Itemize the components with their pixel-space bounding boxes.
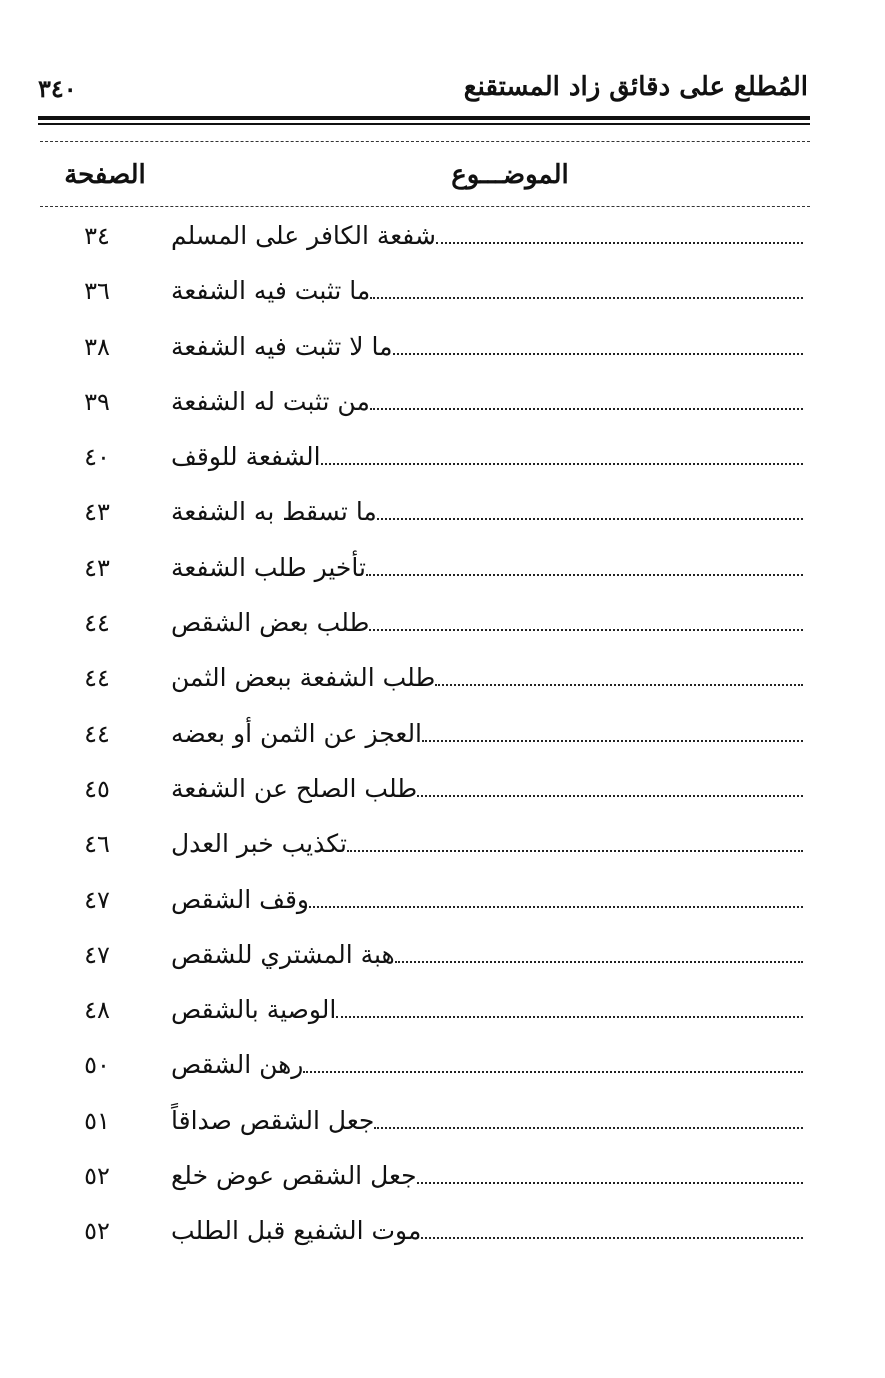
dot-leader [370,297,803,299]
toc-entry-title: طلب الشفعة ببعض الثمن [171,663,436,693]
toc-entry [163,1156,803,1196]
dot-leader [421,1237,803,1239]
toc-entry-title: ما تثبت فيه الشفعة [171,276,371,306]
page-column-header: الصفحة [64,160,146,190]
toc-entry-title: هبة المشتري للشقص [171,939,395,969]
toc-row [0,208,885,263]
toc-row [0,982,885,1037]
header-rule-thin [38,123,810,125]
toc-row [0,1093,885,1148]
toc-entry [163,769,803,809]
toc-entry-page-number: ٤٣ [84,498,110,527]
toc-row [0,927,885,982]
toc-entry [163,1045,803,1085]
toc-entry-title: موت الشفيع قبل الطلب [171,1216,422,1246]
toc-entry-page-number: ٤٤ [84,664,110,693]
toc-entry-title: شفعة الكافر على المسلم [171,221,436,250]
toc-entry-title: وقف الشقص [171,884,309,914]
toc-entry-title: رهن الشقص [171,1050,304,1080]
toc-row [0,1037,885,1092]
topic-column-header: الموضـــوع [451,160,569,190]
dot-leader [395,961,803,963]
toc-entry-title: ما تسقط به الشفعة [171,497,377,527]
toc-row [0,540,885,595]
running-header [38,72,808,114]
toc-entry-page-number: ٤٠ [84,443,110,472]
dot-leader [417,795,803,797]
toc-row [0,872,885,927]
toc-entry-page-number: ٥٢ [84,1217,110,1246]
toc-entry-page-number: ٥٠ [84,1051,110,1080]
toc-entry [163,492,803,532]
toc-entry-page-number: ٤٨ [84,996,110,1025]
toc-row [0,319,885,374]
dot-leader [347,850,803,852]
dot-leader [366,574,803,576]
toc-entry [163,714,803,754]
dot-leader [309,906,803,908]
column-header-top-divider [40,141,810,142]
toc-entry [163,327,803,367]
toc-row [0,650,885,705]
toc-entry-page-number: ٣٩ [84,387,110,416]
toc-entry-title: طلب بعض الشقص [171,608,370,638]
toc-row [0,374,885,429]
column-headers [40,160,810,200]
toc-entry-page-number: ٤٤ [84,719,110,748]
toc-entry-title: طلب الصلح عن الشفعة [171,773,418,803]
toc-entry-title: من تثبت له الشفعة [171,386,370,416]
toc-row [0,816,885,871]
toc-entry-title: تكذيب خبر العدل [171,829,347,859]
dot-leader [369,629,803,631]
toc-row [0,1203,885,1258]
dot-leader [436,242,803,244]
toc-entry-page-number: ٤٧ [84,940,110,969]
toc-entry [163,824,803,864]
toc-row [0,263,885,318]
toc-entry [163,935,803,975]
toc-entry-title: الشفعة للوقف [171,442,321,472]
dot-leader [336,1016,803,1018]
dot-leader [435,684,803,686]
toc-row [0,761,885,816]
toc-entry [163,548,803,588]
toc-row [0,706,885,761]
dot-leader [377,518,803,520]
toc-entry-page-number: ٣٤ [84,222,110,250]
toc-entry [163,382,803,422]
dot-leader [321,463,803,465]
toc-entry-title: تأخير طلب الشفعة [171,552,366,582]
column-header-bottom-divider [40,206,810,207]
toc-row [0,1148,885,1203]
toc-entry-title: جعل الشقص صداقاً [171,1105,375,1135]
toc-list [0,208,885,1259]
toc-row [0,484,885,539]
toc-entry-page-number: ٥١ [84,1106,110,1135]
toc-entry-title: العجز عن الثمن أو بعضه [171,718,423,748]
toc-entry [163,1101,803,1141]
toc-row [0,429,885,484]
header-rule-thick [38,116,810,120]
toc-entry [163,271,803,311]
dot-leader [393,353,803,355]
toc-entry-page-number: ٣٨ [84,332,110,361]
toc-entry [163,658,803,698]
toc-entry-page-number: ٣٦ [84,277,110,306]
toc-entry [163,990,803,1030]
toc-entry-page-number: ٤٥ [84,774,110,803]
toc-entry [163,880,803,920]
toc-entry-page-number: ٤٤ [84,609,110,638]
book-title: المُطلع على دقائق زاد المستقنع [463,72,808,102]
dot-leader [417,1182,803,1184]
dot-leader [374,1127,803,1129]
toc-entry-page-number: ٤٦ [84,830,110,859]
page-number: ٣٤٠ [38,74,77,103]
toc-entry-page-number: ٥٢ [84,1162,110,1191]
toc-entry-page-number: ٤٣ [84,553,110,582]
dot-leader [303,1071,803,1073]
toc-entry [163,603,803,643]
toc-entry-title: ما لا تثبت فيه الشفعة [171,331,393,361]
toc-row [0,595,885,650]
toc-entry-title: الوصية بالشقص [171,995,337,1025]
toc-entry-page-number: ٤٧ [84,885,110,914]
toc-entry-title: جعل الشقص عوض خلع [171,1161,417,1191]
toc-entry [163,216,803,256]
dot-leader [370,408,803,410]
toc-entry [163,437,803,477]
toc-entry [163,1211,803,1251]
dot-leader [422,740,803,742]
